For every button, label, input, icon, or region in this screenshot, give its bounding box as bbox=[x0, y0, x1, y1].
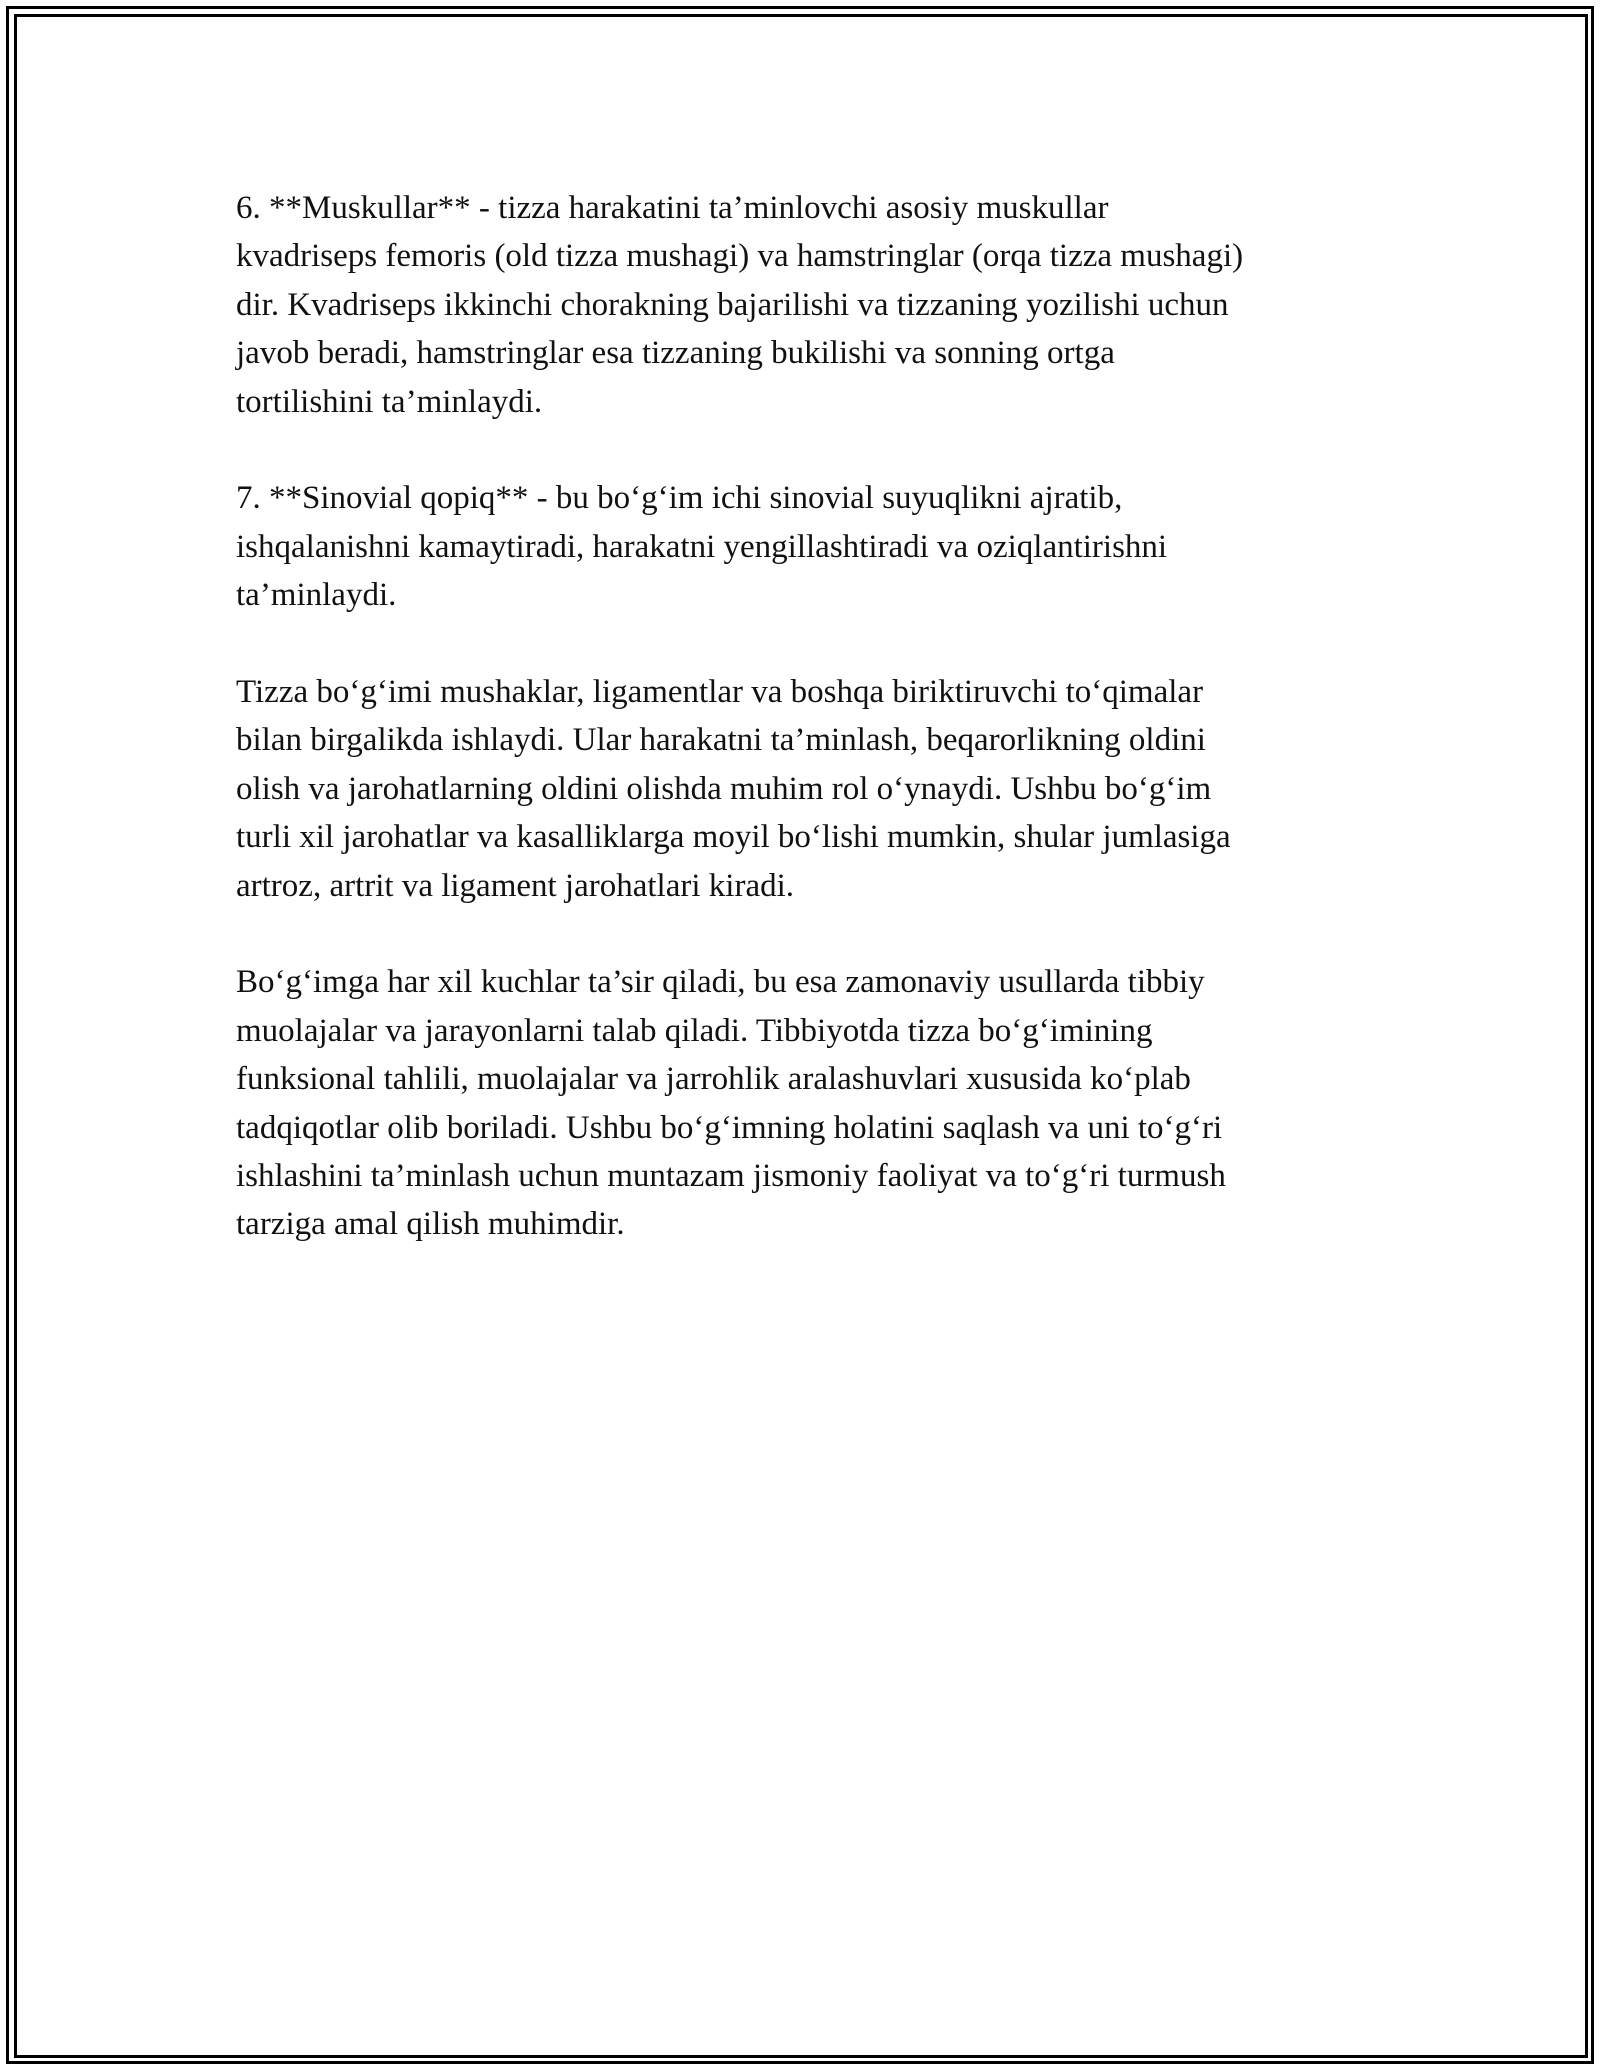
document-body bbox=[236, 184, 1376, 1297]
paragraph-muscles: 6. **Muskullar** - tizza harakatini ta’minlovchi asosiy muskullar kvadriseps femoris (old tizza mushagi) va hamstringlar (orqa tizza mushagi) dir. Kvadriseps ikkinchi chorakning bajarilishi va tizzaning yozilishi uchun javob beradi, hamstringlar esa tizzaning bukilishi va sonning ortga tortilishini ta’minlaydi. bbox=[236, 190, 1244, 420]
paragraph-knee-joint-function: Tizza bo‘g‘imi mushaklar, ligamentlar va boshqa biriktiruvchi to‘qimalar bilan birgalikda ishlaydi. Ular harakatni ta’minlash, beqarorlikning oldini olish va jarohatlarning oldini olishda muhim rol o‘ynaydi. Ushbu bo‘g‘im turli xil jarohatlar va kasalliklarga moyil bo‘lishi mumkin, shular jumlasiga artroz, artrit va ligament jarohatlari kiradi. bbox=[236, 674, 1231, 904]
paragraph-knee-joint-care: Bo‘g‘imga har xil kuchlar ta’sir qiladi, bu esa zamonaviy usullarda tibbiy muolajalar va jarayonlarni talab qiladi. Tibbiyotda tizza bo‘g‘imining funksional tahlili, muolajalar va jarrohlik aralashuvlari xususida ko‘plab tadqiqotlar olib boriladi. Ushbu bo‘g‘imning holatini saqlash va uni to‘g‘ri ishlashini ta’minlash uchun muntazam jismoniy faoliyat va to‘g‘ri turmush tarziga amal qilish muhimdir. bbox=[236, 964, 1226, 1243]
paragraph-synovial-capsule: 7. **Sinovial qopiq** - bu bo‘g‘im ichi sinovial suyuqlikni ajratib, ishqalanishni kamaytiradi, harakatni yengillashtiradi va oziqlantirishni ta’minlaydi. bbox=[236, 480, 1168, 614]
